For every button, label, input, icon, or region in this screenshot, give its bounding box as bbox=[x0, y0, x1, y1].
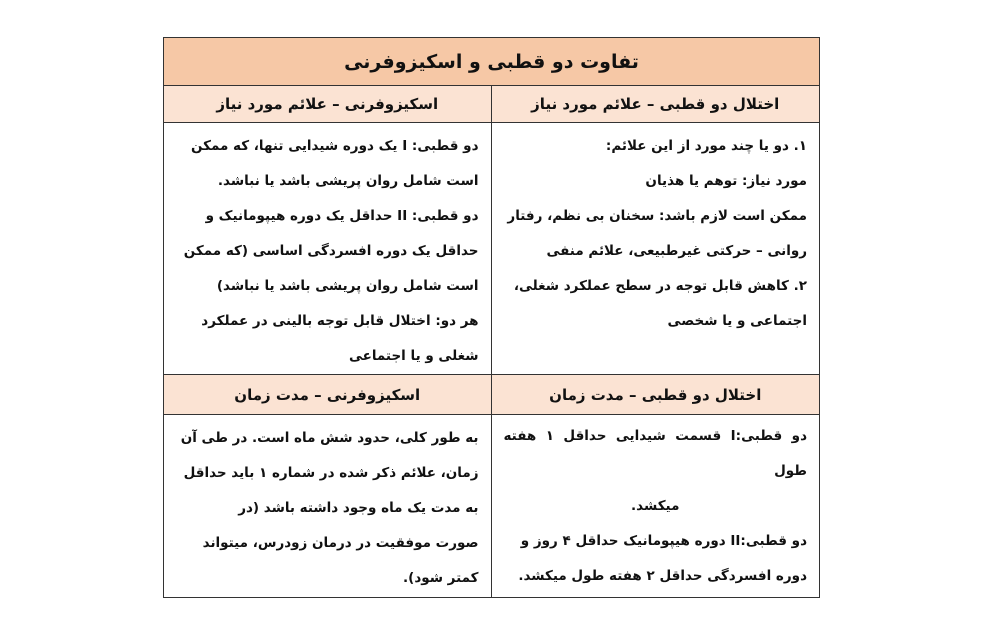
text-line: ۱. دو یا چند مورد از این علائم: bbox=[605, 138, 807, 154]
text-line: دو قطبی:II دوره هیپومانیک حداقل ۴ روز و bbox=[520, 532, 807, 549]
text-line: روانی – حرکتی غیرطبیعی، علائم منفی bbox=[546, 243, 807, 259]
cell-schizo-duration bbox=[164, 415, 492, 597]
header-row-symptoms bbox=[164, 86, 819, 123]
text-line: میکشد. bbox=[631, 497, 680, 514]
body-row-duration bbox=[164, 415, 819, 597]
text-line: دو قطبی:I قسمت شیدایی حداقل ۱ هفته طول bbox=[503, 427, 807, 479]
text-line: ۲. کاهش قابل توجه در سطح عملکرد شغلی، bbox=[513, 278, 807, 294]
text-line: ممکن است لازم باشد: سخنان بی نظم، رفتار bbox=[507, 208, 807, 224]
text-line: دوره افسردگی حداقل ۲ هفته طول میکشد. bbox=[518, 567, 807, 584]
text-line: هر دو: اختلال قابل توجه بالینی در عملکرد bbox=[201, 313, 479, 329]
text-line: دو قطبی: II حداقل یک دوره هیپومانیک و bbox=[205, 208, 479, 224]
header-bipolar-symptoms: اختلال دو قطبی – علائم مورد نیاز bbox=[492, 86, 820, 122]
text-line: حداقل یک دوره افسردگی اساسی (که ممکن bbox=[183, 243, 479, 259]
cell-bipolar-symptoms bbox=[492, 123, 820, 374]
text-line: به طور کلی، حدود شش ماه است. در طی آن bbox=[180, 430, 479, 446]
cell-bipolar-duration bbox=[492, 415, 820, 597]
header-bipolar-duration: اختلال دو قطبی – مدت زمان bbox=[492, 375, 820, 414]
cell-schizo-symptoms bbox=[164, 123, 492, 374]
text-line: زمان، علائم ذکر شده در شماره ۱ باید حداقل bbox=[183, 465, 479, 481]
header-schizo-duration: اسکیزوفرنی – مدت زمان bbox=[164, 375, 492, 414]
text-line: به مدت یک ماه وجود داشته باشد (در bbox=[238, 500, 479, 516]
comparison-table bbox=[163, 37, 820, 598]
header-schizo-symptoms: اسکیزوفرنی – علائم مورد نیاز bbox=[164, 86, 492, 122]
text-line: است شامل روان پریشی باشد یا نباشد. bbox=[217, 173, 479, 189]
text-line: صورت موفقیت در درمان زودرس، میتواند bbox=[202, 535, 479, 551]
text-line: اجتماعی و یا شخصی bbox=[667, 313, 807, 329]
text-line: کمتر شود). bbox=[403, 570, 479, 586]
text-line: است شامل روان پریشی باشد یا نباشد) bbox=[216, 278, 479, 294]
table-title: تفاوت دو قطبی و اسکیزوفرنی bbox=[164, 38, 819, 86]
text-line: شغلی و یا اجتماعی bbox=[348, 348, 479, 364]
text-line: دو قطبی: I یک دوره شیدایی تنها، که ممکن bbox=[190, 138, 479, 154]
text-line: مورد نیاز: توهم یا هذیان bbox=[645, 173, 807, 189]
header-row-duration bbox=[164, 375, 819, 415]
body-row-symptoms bbox=[164, 123, 819, 375]
